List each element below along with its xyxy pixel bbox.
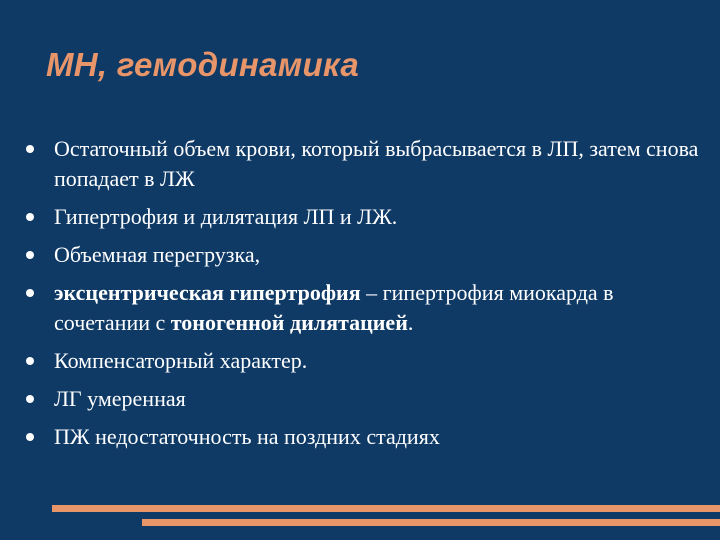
bullet-dot-icon [26,289,34,297]
decorative-rule-bottom [142,519,720,526]
bullet-item [22,384,712,414]
bullet-text: ЛГ умеренная [54,386,186,411]
bullet-item [22,278,712,338]
bullet-text: Компенсаторный характер. [54,348,308,373]
bullet-dot-icon [26,433,34,441]
bullet-text: Объемная перегрузка, [54,242,261,267]
slide-title: МН, гемодинамика [46,46,360,83]
bullet-item [22,202,712,232]
bullet-dot-icon [26,395,34,403]
bullet-dot-icon [26,251,34,259]
bullet-text: – гипертрофия миокарда в сочетании с [54,280,614,335]
bullet-dot-icon [26,357,34,365]
bullet-list [22,134,712,460]
bullet-text-bold: тоногенной дилятацией [170,310,408,335]
bullet-text: Остаточный объем крови, который выбрасывается в ЛП, затем снова попадает в ЛЖ [54,136,699,191]
decorative-rule-top [52,505,720,512]
bullet-dot-icon [26,213,34,221]
bullet-item [22,134,712,194]
bullet-item [22,346,712,376]
bullet-text: ПЖ недостаточность на поздних стадиях [54,424,440,449]
bullet-item [22,240,712,270]
bullet-item [22,422,712,452]
bullet-text: . [407,310,414,335]
bullet-dot-icon [26,145,34,153]
bullet-text-bold: эксцентрическая гипертрофия [54,280,361,305]
bullet-text: Гипертрофия и дилятация ЛП и ЛЖ. [54,204,398,229]
